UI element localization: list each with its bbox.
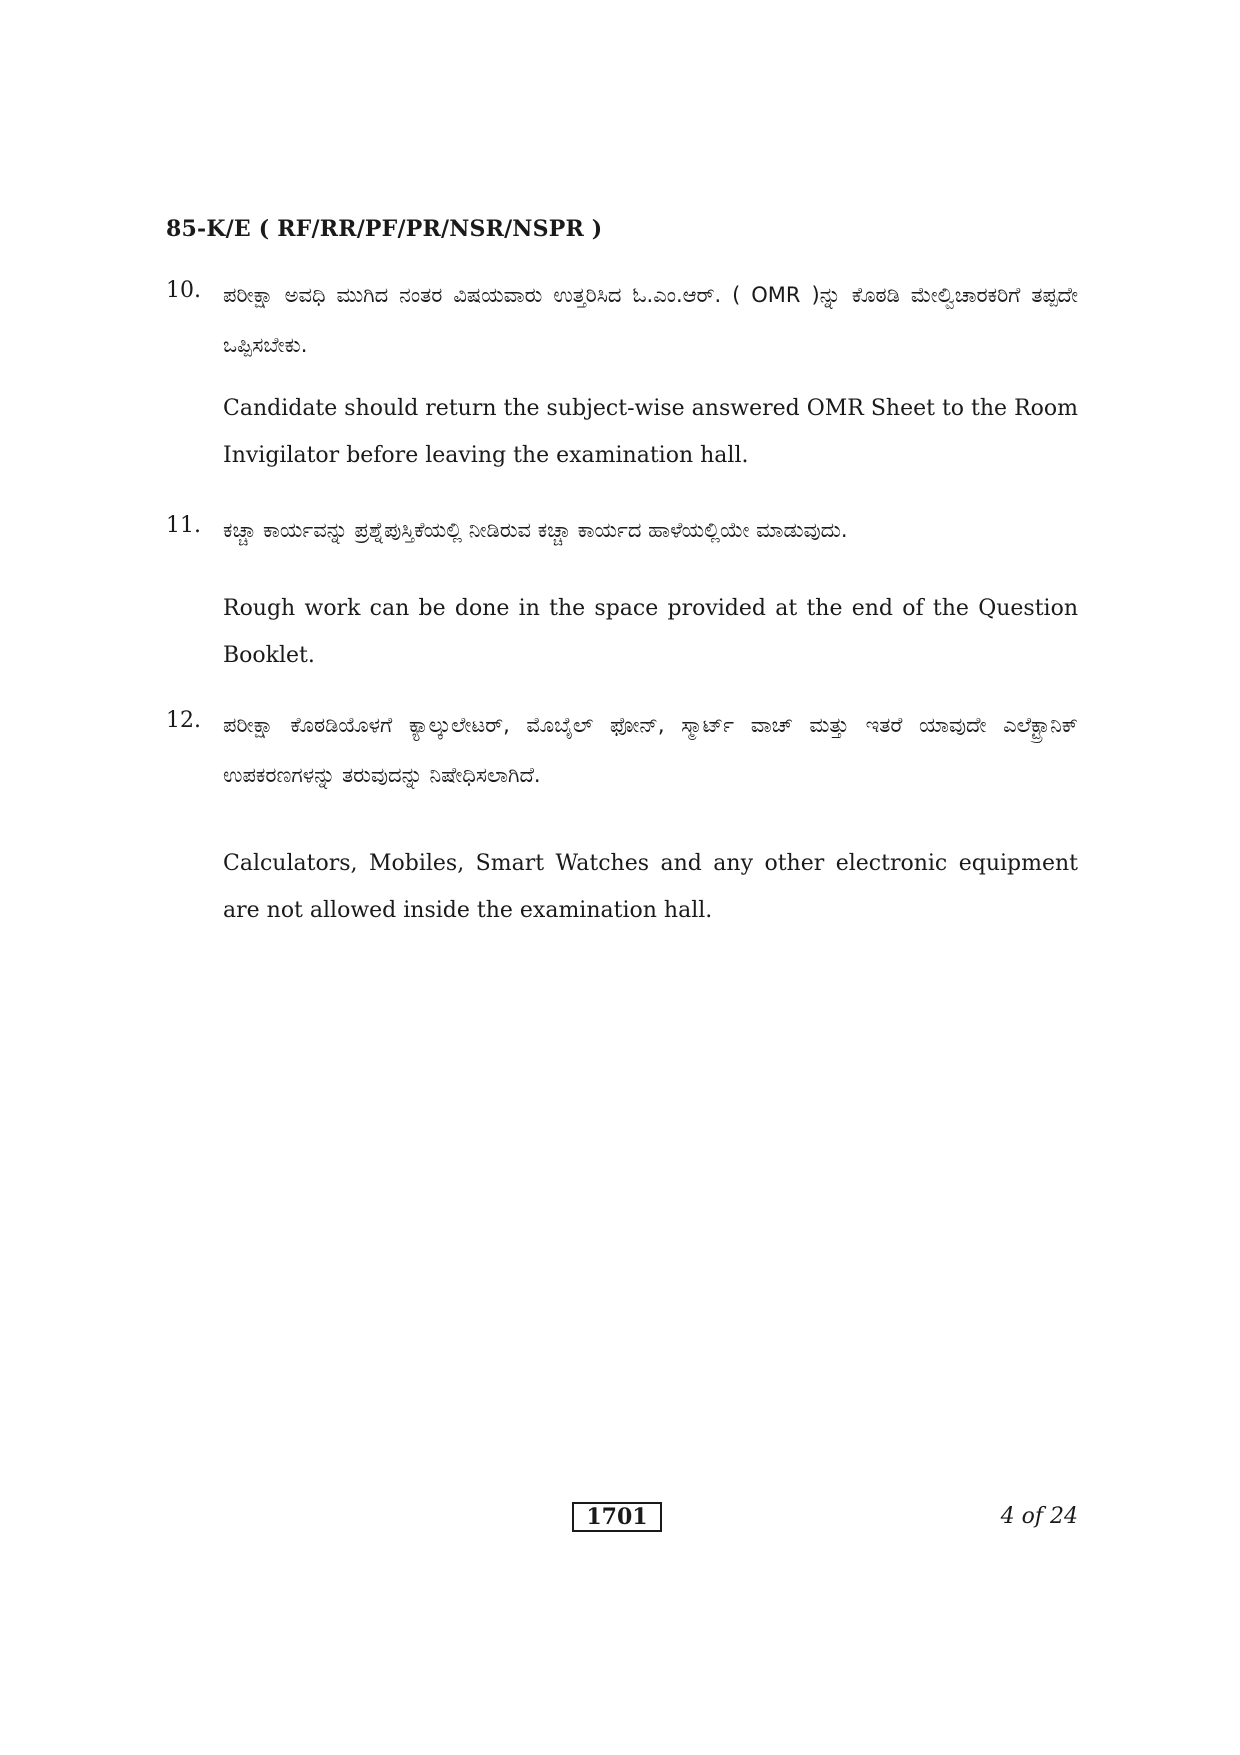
instruction-english: Candidate should return the subject-wise answered OMR Sheet to the Room Invigilator before leaving the examination hall. [223, 396, 1078, 468]
instruction-english: Calculators, Mobiles, Smart Watches and any other electronic equipment are not allowed inside the examination hall. [223, 851, 1078, 923]
instruction-kannada: ಪರೀಕ್ಷಾ ಅವಧಿ ಮುಗಿದ ನಂತರ ವಿಷಯವಾರು ಉತ್ತರಿಸಿದ ಓ.ಎಂ.ಆರ್. ( OMR )ನ್ನು ಕೊಠಡಿ ಮೇಲ್ವಿಚಾರಕರಿಗೆ ತಪ್ಪದೇ ಒಪ್ಪಿಸಬೇಕು. [223, 283, 1078, 357]
footer-code-box: 1701 [572, 1502, 662, 1532]
item-number: 12. [166, 708, 201, 733]
instruction-english: Rough work can be done in the space provided at the end of the Question Booklet. [223, 596, 1078, 668]
page-number: 4 of 24 [1000, 1504, 1078, 1529]
instruction-kannada: ಪರೀಕ್ಷಾ ಕೊಠಡಿಯೊಳಗೆ ಕ್ಯಾಲ್ಕುಲೇಟರ್, ಮೊಬೈಲ್ ಫೋನ್, ಸ್ಮಾರ್ಟ್ ವಾಚ್ ಮತ್ತು ಇತರೆ ಯಾವುದೇ ಎಲೆಕ್ಟ್ರಾನಿಕ್ ಉಪಕರಣಗಳನ್ನು ತರುವುದನ್ನು ನಿಷೇಧಿಸಲಾಗಿದೆ. [223, 713, 1078, 787]
item-number: 11. [166, 513, 201, 538]
item-number: 10. [166, 278, 201, 303]
instruction-kannada: ಕಚ್ಚಾ ಕಾರ್ಯವನ್ನು ಪ್ರಶ್ನೆಪುಸ್ತಿಕೆಯಲ್ಲಿ ನೀಡಿರುವ ಕಚ್ಚಾ ಕಾರ್ಯದ ಹಾಳೆಯಲ್ಲಿಯೇ ಮಾಡುವುದು. [223, 518, 848, 542]
paper-code-header: 85-K/E ( RF/RR/PF/PR/NSR/NSPR ) [166, 216, 603, 242]
